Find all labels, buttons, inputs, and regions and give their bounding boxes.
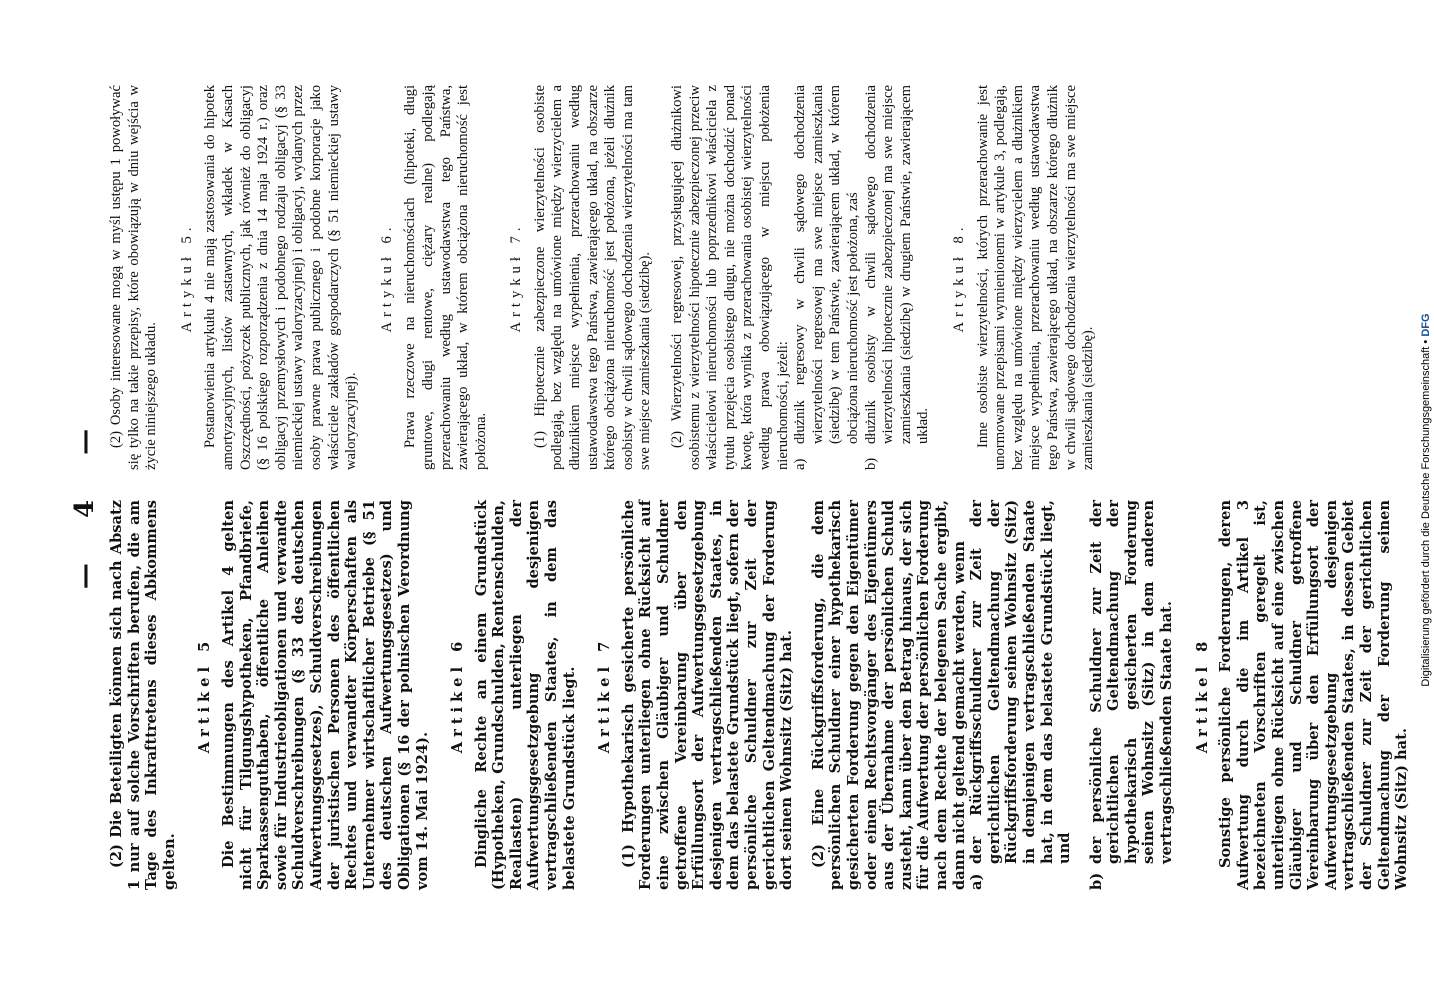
- german-art7-heading: Artikel 7: [596, 636, 614, 754]
- polish-art5-text: Postanowienia artykułu 4 nie mają zastosowania do hipotek amortyzacyjnych, listów zastawnych, wkładek w Kasach Oszczędności, pożyczek publicznych, jak również do obligacyj (§ 16 polskiego rozporządzenia z dnia 14 maja 1924 r.) oraz obligacyj przemysłowych i podobnego rodzaju obligacyj (§ 33 niemieckiej ustawy waloryzacyjnej) i obligacyj, wydanych przez osoby prawne prawa publicznego i podobne korporacje jako właściciele zakładów gospodarczych (§ 51 niemieckiej ustawy waloryzacyjnej).: [202, 85, 360, 470]
- german-art7-item-a: [968, 500, 1074, 890]
- polish-art6-heading: Artykuł 6.: [378, 222, 395, 333]
- item-text: dłużnik osobisty w chwili sądowego dochodzenia wierzytelności hipotecznie zabezpieczonej ma swe miejsce zamieszkania (siedzibę) w drugiem Państwie, zawierającem układ.: [862, 85, 932, 444]
- polish-art6-text: Prawa rzeczowe na nieruchomościach (hipoteki, długi gruntowe, długi rentowe, ciężary realne) podlegają przerachowaniu według ustawodawstwa tego Państwa, zawierającego układ, w którem obciążona nieruchomość jest położona.: [402, 85, 489, 470]
- item-text: der persönliche Schuldner zur Zeit der gerichtlichen Geltendmachung der hypothekarisch gesicherten Forderung seinen Wohnsitz (Sitz) in dem anderen vertragschließenden Staate hat.: [1087, 500, 1176, 864]
- polish-art7-item-b: [863, 85, 933, 470]
- item-label: a): [968, 873, 986, 890]
- german-art8-text: Sonstige persönliche Forderungen, deren Aufwertung durch die im Artikel 3 bezeichneten Vorschriften geregelt ist, unterliegen ohne Rücksicht auf eine zwischen Gläubiger und Schuldner getroffene Vereinbarung über den Erfüllungsort der Aufwertungsgesetzgebung desjenigen vertragschließenden Staates, in dessen Gebiet der Schuldner zur Zeit der gerichtlichen Geltendmachung der Forderung seinen Wohnsitz (Sitz) hat.: [1217, 500, 1411, 890]
- polish-art7-p1: (1) Hipotecznie zabezpieczone wierzytelności osobiste podlegają, bez względu na umówione między wierzycielem a dłużnikiem miejsce wypełnienia, przerachowaniu według ustawodawstwa tego Państwa, zawierającego układ, na obszarze którego obciążona nieruchomość jest położona, jeżeli dłużnik osobisty w chwili sądowego dochodzenia wierzytelności ma tam swe miejsce zamieszkania (siedzibę).: [531, 85, 654, 470]
- polish-intro: (2) Osoby interesowane mogą w myśl ustępu 1 powoływać się tylko na takie przepisy, które obowiązują w dniu wejścia w życie niniejszego układu.: [108, 85, 160, 470]
- german-art6-text: Dingliche Rechte an einem Grundstück (Hypotheken, Grundschulden, Rentenschulden, Reallasten) unterliegen der Aufwertungsgesetzgebung desjenigen vertragschließenden Staates, in dem das belastete Grundstück liegt.: [472, 500, 578, 890]
- item-label: b): [1087, 872, 1105, 890]
- polish-art5-heading: Artykuł 5.: [178, 222, 195, 333]
- german-column: [108, 500, 1411, 890]
- german-art6-heading: Artikel 6: [449, 636, 467, 754]
- polish-art7-heading: Artykuł 7.: [508, 222, 525, 333]
- german-art7-p2: (2) Eine Rückgriffsforderung, die dem persönlichen Schuldner einer hypothekarisch gesicherten Forderung gegen den Eigentümer oder einen Rechtsvorgänger des Eigentümers aus der Übernahme der persönlichen Schuld zusteht, kann über den Betrag hinaus, der sich für die Aufwertung der persönlichen Forderung nach dem Rechte der belegenen Sache ergibt, dann nicht geltend gemacht werden, wenn: [809, 500, 968, 890]
- german-art5-text: Die Bestimmungen des Artikel 4 gelten nicht für Tilgungshypotheken, Pfandbriefe, Sparkassenguthaben, öffentliche Anleihen sowie für Industrieobligationen und verwandte Schuldverschreibungen (§ 33 des deutschen Aufwertungsgesetzes), Schuldverschreibungen der juristischen Personen des öffentlichen Rechtes und verwandter Körperschaften als Unternehmer wirtschaftlicher Betriebe (§ 51 des deutschen Aufwertungsgesetzes) und Obligationen (§ 16 der polnischen Verordnung vom 14. Mai 1924).: [219, 500, 431, 890]
- polish-art7-item-a: [792, 85, 862, 470]
- german-intro: (2) Die Beteiligten können sich nach Absatz 1 nur auf solche Vorschriften berufen, die am Tage des Inkrafttretens dieses Abkommens gelten.: [108, 500, 178, 890]
- polish-column: [108, 85, 1098, 470]
- item-label: b): [862, 457, 879, 470]
- german-art7-p1: (1) Hypothekarisch gesicherte persönliche Forderungen unterliegen ohne Rücksicht auf eine zwischen Gläubiger und Schuldner getroffene Vereinbarung über den Erfüllungsort der Aufwertungsgesetzgebung desjenigen vertragschließenden Staates, in dem das belastete Grundstück liegt, sofern der persönliche Schuldner zur Zeit der gerichtlichen Geltendmachung der Forderung dort seinen Wohnsitz (Sitz) hat.: [619, 500, 796, 890]
- credit-line: Digitalisierung gefördert durch die Deutsche Forschungsgemeinschaft • DFG: [1420, 313, 1432, 687]
- german-art5-heading: Artikel 5: [196, 636, 214, 754]
- page-number: — 4 —: [70, 410, 100, 590]
- polish-art8-text: Inne osobiste wierzytelności, których przerachowanie jest unormowane przepisami wymienionemi w artykule 3, podlegają, bez względu na umówione między wierzycielem a dłużnikiem miejsce wypełnienia, przerachowaniu według ustawodawstwa tego Państwa, zawierającego układ, na obszarze którego dłużnik w chwili sądowego dochodzenia wierzytelności ma swe miejsce zamieszkania (siedzibę).: [974, 85, 1097, 470]
- digitization-credit: [1418, 0, 1434, 1000]
- dfg-logo: DFG: [1420, 313, 1432, 337]
- german-art7-item-b: [1088, 500, 1176, 890]
- polish-art8-heading: Artykuł 8.: [950, 222, 967, 333]
- german-art8-heading: Artikel 8: [1193, 636, 1211, 754]
- credit-text: Digitalisierung gefördert durch die Deutsche Forschungsgemeinschaft: [1420, 346, 1432, 687]
- item-label: a): [792, 458, 809, 470]
- item-text: der Rückgriffsschuldner zur Zeit der gerichtlichen Geltendmachung der Rückgriffsforderung seinen Wohnsitz (Sitz) in demjenigen vertragschließenden Staate hat, in dem das belastete Grundstück liegt, und: [968, 500, 1074, 864]
- polish-art7-p2: (2) Wierzytelności regresowej, przysługującej dłużnikowi osobistemu z wierzytelności hipotecznie zabezpieczonej przeciw właścicielowi nieruchomości lub poprzednikowi właściciela z tytułu przejęcia osobistego długu, nie można dochodzić ponad kwotę, która wynika z przerachowania osobistej wierzytelności według prawa obowiązującego w miejscu położenia nieruchomości, jeżeli:: [669, 85, 791, 470]
- item-text: dłużnik regresowy w chwili sądowego dochodzenia wierzytelności regresowej ma swe miejsce zamieszkania (siedzibę) w tem Państwie, zawierającem układ, w którem obciążona nieruchomość jest położona, zaś: [792, 85, 861, 444]
